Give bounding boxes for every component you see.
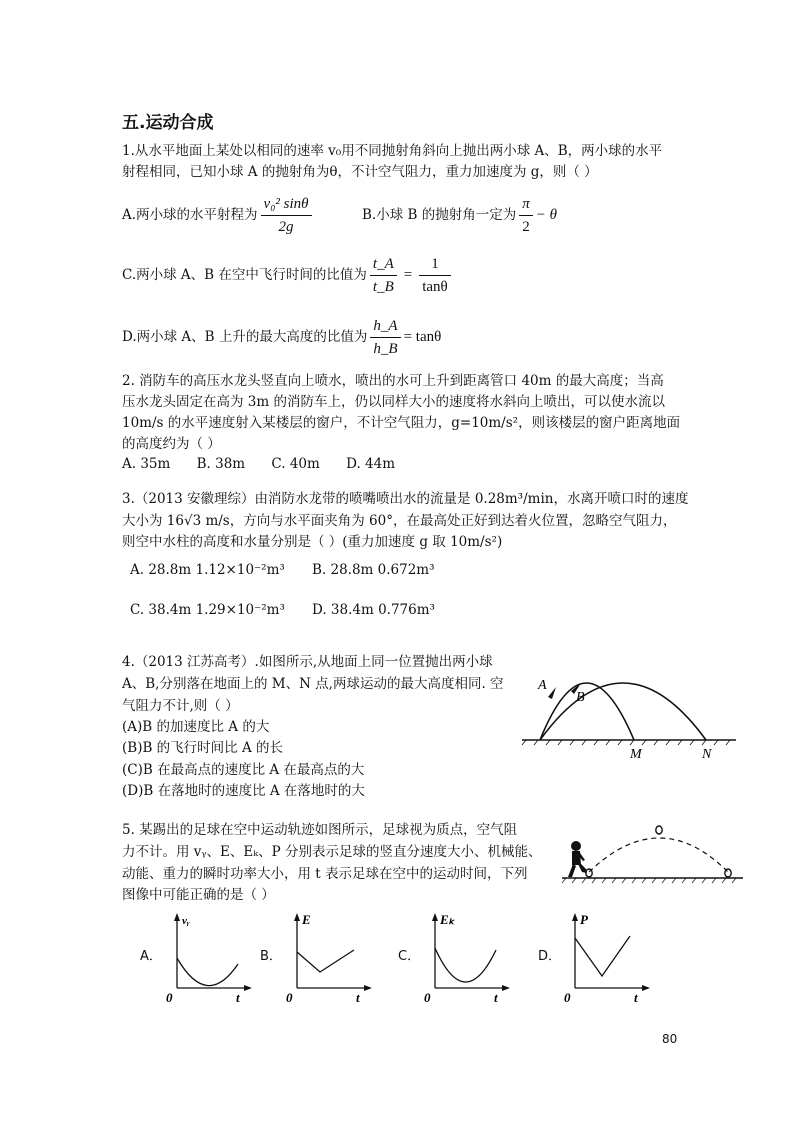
q5-ball-start	[586, 869, 592, 877]
q4-label-a: A	[538, 678, 547, 693]
q4-line-3: 气阻力不计,则（ ）	[122, 698, 239, 714]
q5-line-1: 5. 某踢出的足球在空中运动轨迹如图所示，足球视为质点，空气阻	[122, 822, 518, 838]
q5-graph-b-y-arrow	[294, 913, 300, 921]
q4-option-a: (A)B 的加速度比 A 的大	[122, 719, 270, 735]
q4-line-2: A、B,分别落在地面上的 M、N 点,两球运动的最大高度相同. 空	[122, 676, 504, 692]
q4-label-n: N	[702, 747, 712, 762]
q1-option-b-denominator: 2	[522, 218, 530, 235]
q5-graph-d-x-arrow	[642, 985, 650, 991]
q1-line-2: 射程相同，已知小球 A 的抛射角为θ，不计空气阻力，重力加速度为 g，则（ ）	[122, 164, 598, 180]
q1-option-b-numerator: π	[519, 194, 533, 216]
q1-option-c-left-fraction	[370, 254, 397, 297]
section-title: 五.运动合成	[122, 113, 214, 133]
q5-graph-a	[162, 910, 257, 1005]
q5-ground-hatching	[562, 878, 736, 883]
q5-graph-d-y-arrow	[572, 913, 578, 921]
q5-graph-d-xlabel: t	[634, 990, 638, 1005]
q4-line-1: 4.（2013 江苏高考）.如图所示,从地面上同一位置抛出两小球	[122, 654, 493, 670]
q5-graph-c-ylabel: Eₖ	[440, 912, 455, 927]
q1-option-b-fraction	[519, 194, 533, 237]
q2-line-2: 压水龙头固定在高为 3m 的消防车上，仍以同样大小的速度将水斜向上喷出，可以使水流以	[122, 394, 665, 410]
q1-option-c-right-numerator: 1	[419, 254, 451, 276]
q4-option-d: (D)B 在落地时的速度比 A 在落地时的大	[122, 783, 365, 799]
q3-option-b: B. 28.8m 0.672m³	[312, 562, 435, 578]
q3-line-2: 大小为 16√3 m/s，方向与水平面夹角为 60°，在最高处正好到达着火位置，忽略空气阻力，	[122, 513, 677, 529]
q5-graph-a-y-arrow	[174, 913, 180, 921]
q1-option-d-fraction	[370, 316, 400, 359]
q3-option-c: C. 38.4m 1.29×10⁻²m³	[130, 602, 285, 618]
q5-graph-a-x-arrow	[244, 985, 252, 991]
q5-graph-a-xlabel: t	[236, 990, 240, 1005]
q1-line-1: 1.从水平地面上某处以相同的速率 v₀用不同抛射角斜向上抛出两小球 A、B，两小球的水平	[122, 143, 663, 159]
q1-option-c-right-fraction	[419, 254, 451, 297]
q5-line-2: 力不计。用 vᵧ、E、Eₖ、P 分别表示足球的竖直分速度大小、机械能、	[122, 844, 542, 860]
q5-graph-c	[420, 910, 515, 1005]
q1-option-c-equals: =	[403, 267, 413, 283]
q5-ball-end	[725, 869, 731, 877]
q5-ball-trajectory	[589, 838, 728, 872]
q5-graph-c-curve	[435, 948, 496, 982]
q5-graph-d	[560, 910, 655, 1005]
q4-label-b: B	[576, 690, 585, 705]
q5-graph-c-x-arrow	[502, 985, 510, 991]
q4-arrow-a	[548, 687, 556, 699]
q1-option-c-left-denominator: t_B	[372, 278, 394, 295]
q4-trajectory-figure	[518, 655, 740, 765]
q5-graph-c-xlabel: t	[494, 990, 498, 1005]
q5-graph-d-origin: 0	[564, 990, 571, 1005]
q3-line-3: 则空中水柱的高度和水量分别是（ ）(重力加速度 g 取 10m/s²)	[122, 534, 503, 550]
q3-option-d: D. 38.4m 0.776m³	[312, 602, 435, 618]
q1-option-b-tail: − θ	[535, 207, 557, 223]
q5-graph-b-x-arrow	[364, 985, 372, 991]
q1-option-c	[122, 252, 454, 298]
q5-graph-c-option: C．	[398, 949, 421, 964]
q2-options	[122, 454, 417, 474]
q4-option-c: (C)B 在最高点的速度比 A 在最高点的大	[122, 762, 365, 778]
q5-graph-d-option: D．	[538, 949, 562, 964]
q5-ball-top	[656, 826, 662, 834]
q5-graph-c-origin: 0	[424, 990, 431, 1005]
q5-graph-b-line	[297, 950, 354, 972]
q4-option-b: (B)B 的飞行时间比 A 的长	[122, 740, 283, 756]
q5-graph-c-y-arrow	[432, 913, 438, 921]
q5-kick-figure	[560, 820, 745, 886]
q1-option-d-text: D.两小球 A、B 上升的最大高度的比值为	[122, 329, 368, 345]
q1-option-d-denominator: h_B	[373, 340, 398, 357]
q2-line-4: 的高度约为（ ）	[122, 436, 221, 452]
q1-option-a-numerator: v₀² sinθ	[261, 194, 312, 216]
q2-line-1: 2. 消防车的高压水龙头竖直向上喷水，喷出的水可上升到距离管口 40m 的最大高度；当高	[122, 373, 664, 389]
q5-graph-b-option: B．	[260, 949, 282, 964]
q1-option-c-text: C.两小球 A、B 在空中飞行时间的比值为	[122, 267, 367, 283]
q5-graph-d-ylabel: P	[580, 912, 588, 927]
q2-option-d: D. 44m	[346, 456, 396, 472]
q5-graph-d-line	[575, 936, 630, 976]
page-number: 80	[662, 1032, 678, 1046]
q1-option-a	[122, 190, 315, 240]
q1-option-d-tail: = tanθ	[403, 329, 442, 345]
q1-option-b-text: B.小球 B 的抛射角一定为	[362, 207, 517, 223]
q1-option-a-text: A.两小球的水平射程为	[122, 207, 258, 223]
q5-line-4: 图像中可能正确的是（ ）	[122, 887, 275, 903]
q5-graph-a-option: A．	[140, 949, 162, 964]
q5-line-3: 动能、重力的瞬时功率大小，用 t 表示足球在空中的运动时间，下列	[122, 866, 528, 882]
q2-option-b: B. 38m	[196, 456, 246, 472]
q5-graph-a-curve	[177, 958, 238, 986]
q5-graph-a-ylabel: vᵧ	[182, 915, 190, 927]
q5-graph-a-origin: 0	[166, 990, 173, 1005]
q5-player-silhouette	[568, 841, 587, 877]
q1-option-c-right-denominator: tanθ	[422, 278, 448, 295]
q5-graph-b-xlabel: t	[356, 990, 360, 1005]
q1-option-a-fraction	[261, 194, 312, 237]
q3-option-a: A. 28.8m 1.12×10⁻²m³	[130, 562, 285, 578]
q4-trajectory-b	[540, 683, 706, 740]
q3-line-1: 3.（2013 安徽理综）由消防水龙带的喷嘴喷出水的流量是 0.28m³/min，水离开喷口时的速度	[122, 491, 689, 507]
q4-label-m: M	[630, 747, 642, 762]
q5-graphs	[140, 910, 680, 1005]
q1-option-d-numerator: h_A	[370, 316, 400, 338]
q1-option-a-denominator: 2g	[278, 218, 294, 235]
q1-option-d	[122, 314, 441, 360]
q2-line-3: 10m/s 的水平速度射入某楼层的窗户，不计空气阻力，g=10m/s²，则该楼层的窗户距离地面	[122, 415, 681, 431]
q5-graph-b-origin: 0	[286, 990, 293, 1005]
q2-option-a: A. 35m	[122, 456, 171, 472]
q5-graph-b	[282, 910, 377, 1005]
q2-option-c: C. 40m	[271, 456, 320, 472]
q5-graph-b-ylabel: E	[302, 912, 311, 927]
q1-option-c-left-numerator: t_A	[370, 254, 397, 276]
q1-option-b	[362, 190, 557, 240]
